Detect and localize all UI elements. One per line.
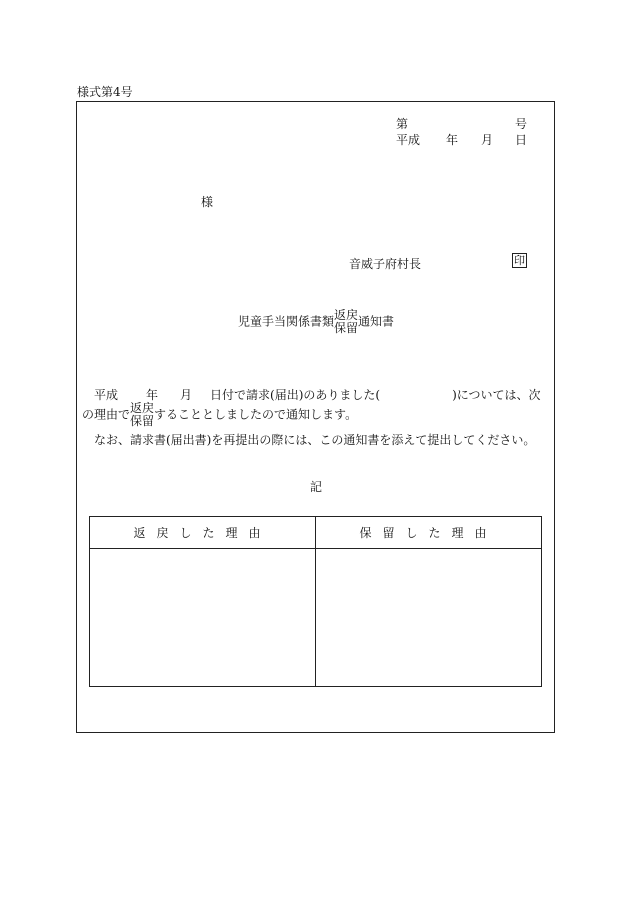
hold-reason-header: 保留した理由	[316, 517, 542, 549]
body-return: 返戻	[130, 401, 155, 415]
date-day: 日	[515, 133, 528, 147]
return-reason-cell[interactable]	[90, 549, 316, 687]
body-line-2	[82, 402, 357, 428]
form-label: 様式第4号	[77, 85, 133, 99]
addressee-honorific: 様	[201, 195, 214, 209]
date-month: 月	[481, 133, 494, 147]
body-line-3: なお、請求書(届出書)を再提出の際には、この通知書を添えて提出してください。	[94, 433, 536, 447]
body-return-hold-stack	[130, 402, 154, 428]
body-text-b: )については、次	[452, 388, 541, 402]
reasons-table	[89, 516, 542, 687]
date-era: 平成	[396, 133, 421, 147]
seal-mark: 印	[514, 254, 525, 267]
body-line2-post: することとしましたので通知します。	[154, 407, 358, 422]
number-prefix: 第	[396, 117, 409, 131]
body-era: 平成	[94, 388, 119, 402]
title-main: 児童手当関係書類	[238, 314, 335, 329]
title-return-hold-stack	[334, 309, 358, 335]
title-suffix: 通知書	[358, 314, 395, 329]
reasons-header-row	[90, 517, 542, 549]
body-year: 年	[146, 388, 159, 402]
body-hold: 保留	[130, 414, 155, 428]
date-year: 年	[446, 133, 459, 147]
return-reason-header: 返戻した理由	[90, 517, 316, 549]
body-month: 月	[180, 388, 193, 402]
body-line-1	[94, 386, 541, 403]
title-return: 返戻	[334, 308, 359, 322]
reasons-body-row	[90, 549, 542, 687]
number-suffix: 号	[515, 117, 528, 131]
title-hold: 保留	[334, 321, 359, 335]
sender-mayor: 音威子府村長	[349, 257, 422, 271]
hold-reason-cell[interactable]	[316, 549, 542, 687]
ki-heading: 記	[310, 480, 323, 494]
document-title	[238, 309, 394, 335]
body-text-a: 日付で請求(届出)のありました(	[210, 388, 381, 402]
body-line2-pre: の理由で	[82, 407, 131, 422]
